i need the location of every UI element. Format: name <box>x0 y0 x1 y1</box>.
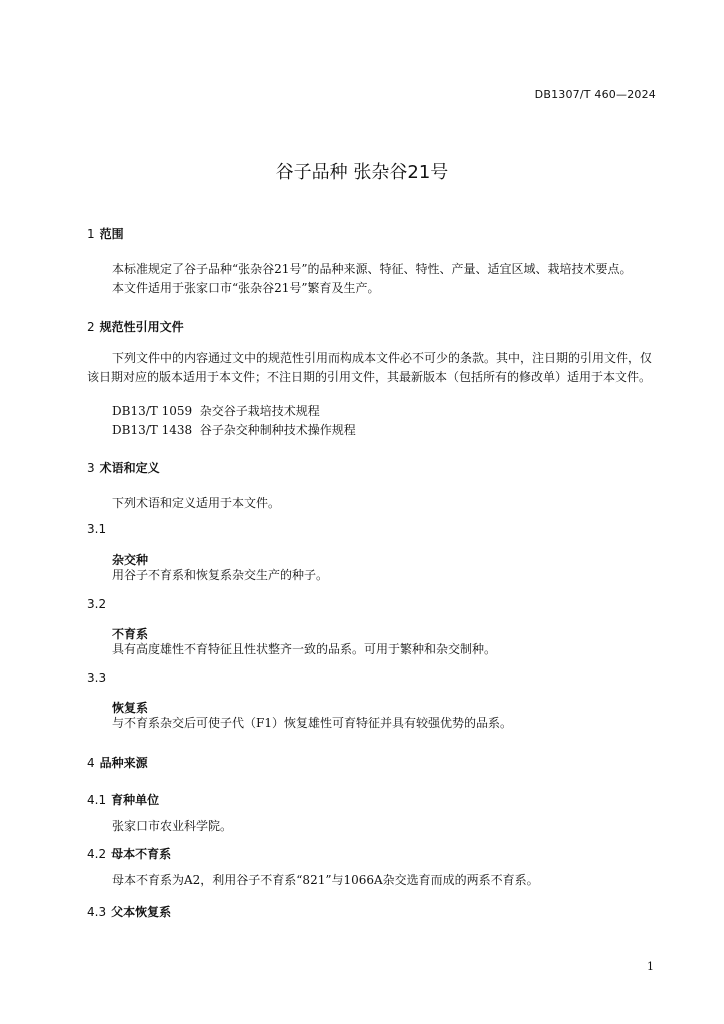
subsection-4-1-title: 育种单位 <box>111 793 160 807</box>
subsection-4-3-number: 4.3 <box>87 905 107 919</box>
reference-item-1: DB13/T 1059 杂交谷子栽培技术规程 <box>112 404 320 418</box>
term-3-2-number: 3.2 <box>87 597 107 611</box>
page-number: 1 <box>647 960 654 973</box>
term-3-3-definition: 与不育系杂交后可使子代（F1）恢复雄性可育特征并具有较强优势的品系。 <box>112 716 512 730</box>
section-4-number: 4 <box>87 756 95 770</box>
section-3-number: 3 <box>87 461 95 475</box>
term-3-3-number: 3.3 <box>87 671 107 685</box>
term-3-3-title: 恢复系 <box>112 701 149 715</box>
subsection-4-2-heading <box>87 845 171 862</box>
term-3-1-number: 3.1 <box>87 522 107 536</box>
subsection-4-2-number: 4.2 <box>87 847 107 861</box>
section-4-heading <box>87 754 148 771</box>
reference-item-2: DB13/T 1438 谷子杂交种制种技术操作规程 <box>112 423 356 437</box>
subsection-4-3-heading <box>87 903 171 920</box>
subsection-4-1-heading <box>87 791 159 808</box>
subsection-4-2-text: 母本不育系为A2，利用谷子不育系“821”与1066A杂交选育而成的两系不育系。 <box>112 873 539 887</box>
section-3-title: 术语和定义 <box>99 461 160 475</box>
subsection-4-2-title: 母本不育系 <box>111 847 172 861</box>
term-3-1-definition: 用谷子不育系和恢复系杂交生产的种子。 <box>112 568 329 582</box>
subsection-4-1-number: 4.1 <box>87 793 107 807</box>
term-3-2-definition: 具有高度雄性不育特征且性状整齐一致的品系。可用于繁种和杂交制种。 <box>112 642 497 656</box>
section-1-number: 1 <box>87 227 95 241</box>
section-3-paragraph-1: 下列术语和定义适用于本文件。 <box>112 496 281 510</box>
section-2-paragraph-1: 下列文件中的内容通过文中的规范性引用而构成本文件必不可少的条款。其中，注日期的引用文件，仅该日期对应的版本适用于本文件；不注日期的引用文件，其最新版本（包括所有的修改单）适用于本文件。 <box>87 351 653 384</box>
subsection-4-1-text: 张家口市农业科学院。 <box>112 819 233 833</box>
section-2-heading <box>87 318 184 335</box>
section-1-title: 范围 <box>99 227 124 241</box>
section-1-paragraph-1: 本标准规定了谷子品种“张杂谷21号”的品种来源、特征、特性、产量、适宜区域、栽培技术要点。 <box>112 262 632 276</box>
section-2-number: 2 <box>87 320 95 334</box>
section-1-paragraph-2: 本文件适用于张家口市“张杂谷21号”繁育及生产。 <box>112 281 380 295</box>
section-3-heading <box>87 459 160 476</box>
term-3-2-title: 不育系 <box>112 627 149 641</box>
section-1-heading <box>87 225 124 242</box>
document-title: 谷子品种 张杂谷21号 <box>275 162 449 183</box>
document-code: DB1307/T 460—2024 <box>534 88 656 101</box>
section-4-title: 品种来源 <box>99 756 148 770</box>
term-3-1-title: 杂交种 <box>112 553 149 567</box>
subsection-4-3-title: 父本恢复系 <box>111 905 172 919</box>
section-2-title: 规范性引用文件 <box>99 320 184 334</box>
